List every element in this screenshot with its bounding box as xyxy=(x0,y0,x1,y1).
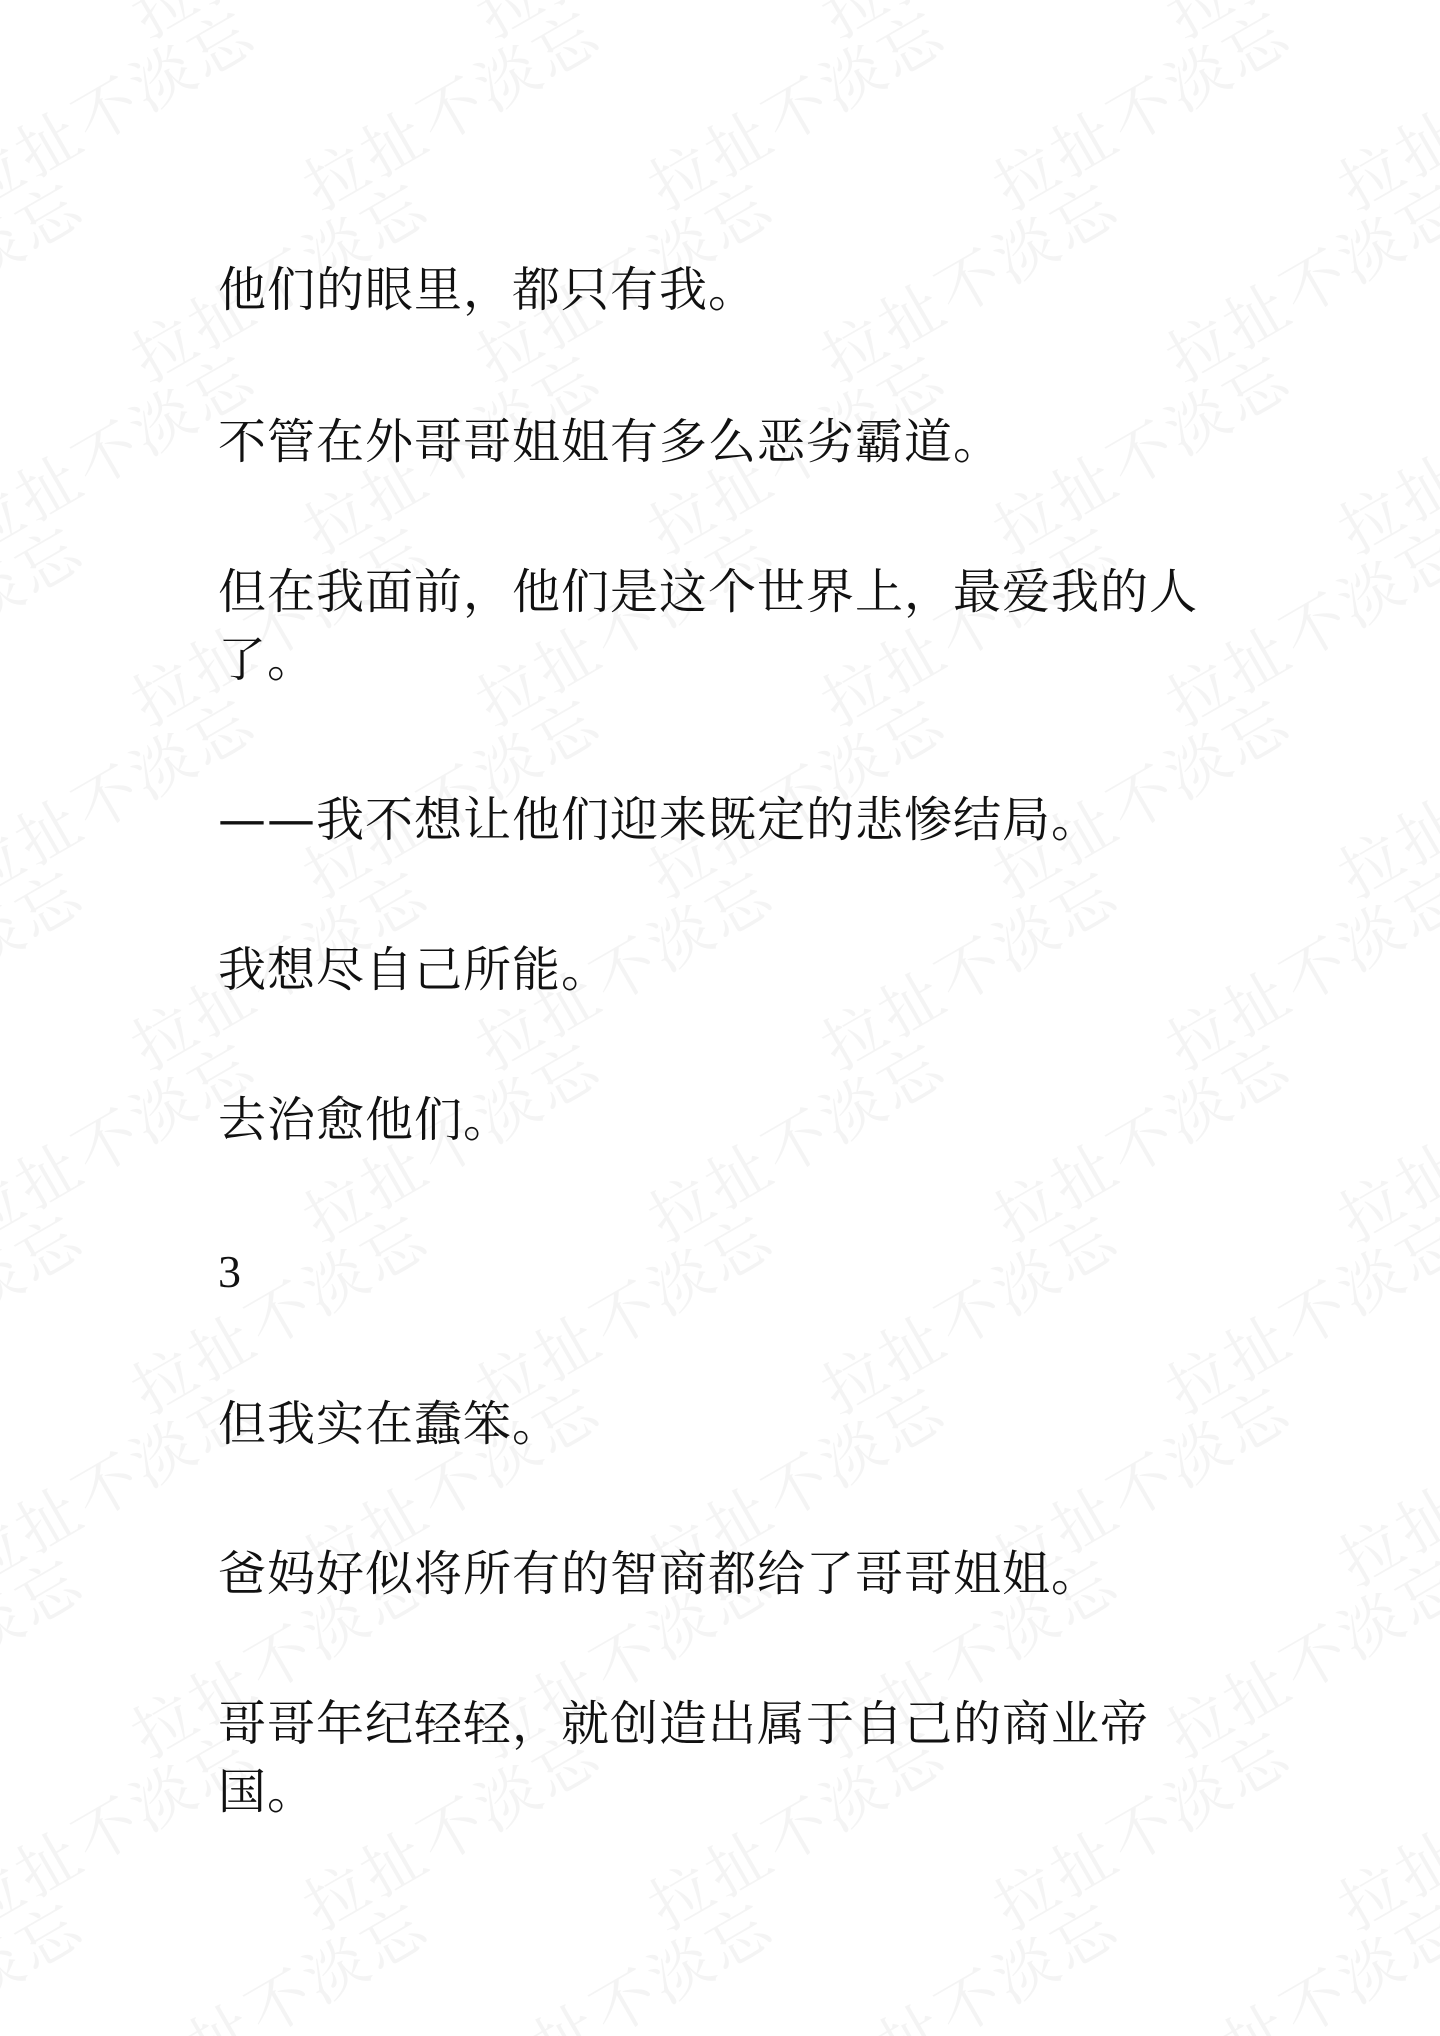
watermark-text xyxy=(113,0,443,55)
watermark-text xyxy=(285,0,615,227)
paragraph-5: 我想尽自己所能。 xyxy=(218,942,611,998)
watermark-text xyxy=(0,1877,98,2036)
watermark-text xyxy=(630,0,960,227)
paragraph-9: 哥哥年纪轻轻，就创造出属于自己的商业帝国。 xyxy=(218,1696,1150,1820)
paragraph-7: 但我实在蠢笨。 xyxy=(218,1396,562,1452)
watermark-text xyxy=(1320,673,1440,915)
watermark-text xyxy=(1320,0,1440,227)
watermark-text xyxy=(113,1877,443,2036)
watermark-text xyxy=(0,1189,98,1431)
watermark-text xyxy=(0,0,270,227)
watermark-text xyxy=(803,0,1133,55)
watermark-text xyxy=(1320,329,1440,571)
watermark-text xyxy=(0,0,98,55)
watermark-text xyxy=(0,1533,98,1775)
paragraph-3: 但在我面前，他们是这个世界上，最爱我的人了。 xyxy=(218,564,1199,688)
watermark-text xyxy=(1148,1877,1440,2036)
watermark-text xyxy=(1320,1017,1440,1259)
watermark-text xyxy=(458,0,788,55)
watermark-text xyxy=(975,0,1305,227)
watermark-text xyxy=(1148,0,1440,55)
paragraph-8: 爸妈好似将所有的智商都给了哥哥姐姐。 xyxy=(218,1546,1101,1602)
watermark-text xyxy=(0,845,98,1087)
paragraph-1: 他们的眼里，都只有我。 xyxy=(218,262,758,318)
section-number: 3 xyxy=(218,1246,242,1297)
watermark-text xyxy=(0,501,98,743)
paragraph-6: 去治愈他们。 xyxy=(218,1092,513,1148)
watermark-text xyxy=(1320,1705,1440,1947)
watermark-text xyxy=(803,1877,1133,2036)
paragraph-2: 不管在外哥哥姐姐有多么恶劣霸道。 xyxy=(218,414,1003,470)
watermark-text xyxy=(458,1877,788,2036)
paragraph-4: ——我不想让他们迎来既定的悲惨结局。 xyxy=(218,792,1101,848)
watermark-text xyxy=(0,157,98,399)
watermark-text xyxy=(1320,1361,1440,1603)
